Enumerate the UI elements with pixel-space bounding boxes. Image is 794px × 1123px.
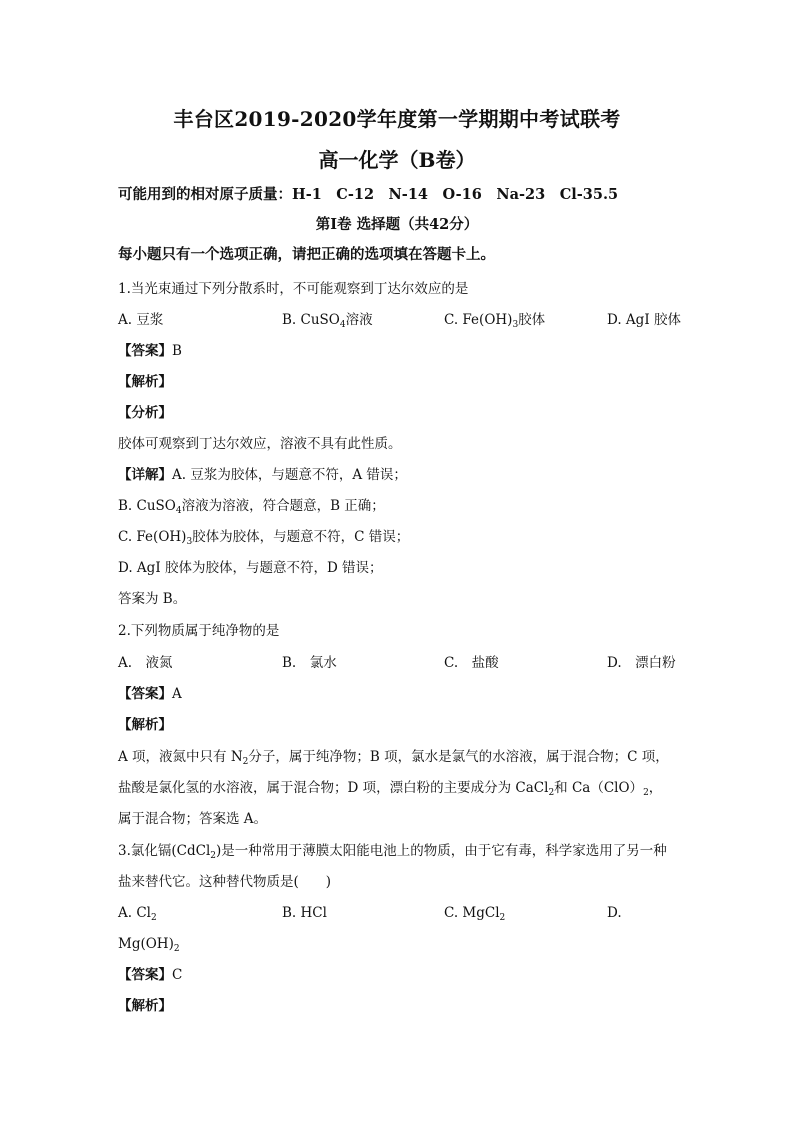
q2-option-d: D. 漂白粉	[607, 655, 676, 671]
question-3-stem-line-1: 3.氯化镉(CdCl$_2$)是一种常用于薄膜太阳能电池上的物质，由于它有毒，科学家选用了另一种	[118, 843, 667, 861]
q1-detail-d: D. AgI 胶体为胶体，与题意不符，D 错误；	[118, 560, 383, 576]
q1-detail-c: C. $Fe(OH)_3$胶体为胶体，与题意不符，C 错误；	[118, 529, 410, 547]
page-title: 丰台区2019-2020学年度第一学期期中考试联考	[173, 107, 621, 131]
question-1-stem: 1.当光束通过下列分散系时，不可能观察到丁达尔效应的是	[118, 281, 469, 297]
q1-conclusion: 答案为 B。	[118, 591, 187, 607]
q3-option-a: A. $Cl_2$	[118, 905, 157, 923]
q1-analysis: 胶体可观察到丁达尔效应，溶液不具有此性质。	[118, 436, 402, 452]
q2-explanation-line-2: 盐酸是氯化氢的水溶液，属于混合物；D 项，漂白粉的主要成分为 CaCl$_2$和 $Ca(ClO)_2$，	[118, 780, 663, 798]
q3-option-c: C. MgCl$_2$	[444, 905, 506, 923]
q3-option-d-value: $Mg(OH)_2$	[118, 936, 180, 954]
q2-jiexi-label: 【解析】	[118, 717, 172, 733]
section-heading: 第Ⅰ卷 选择题（共42分）	[315, 216, 479, 233]
q3-option-b: B. HCl	[282, 905, 327, 921]
q1-answer: 【答案】B	[118, 343, 182, 359]
q1-option-a: A. 豆浆	[118, 312, 164, 328]
q1-option-d: D. AgI 胶体	[607, 312, 681, 328]
question-3-stem-line-2: 盐来替代它。这种替代物质是( )	[118, 874, 332, 890]
atomic-masses: 可能用到的相对原子质量：H-1 C-12 N-14 O-16 Na-23 Cl-35.5	[118, 186, 619, 203]
q2-explanation-line-1: A 项，液氮中只有 $N_2$分子，属于纯净物；B 项，氯水是氯气的水溶液，属于混合物；C 项，	[118, 749, 669, 767]
q1-option-c: C. $Fe(OH)_3$胶体	[444, 312, 546, 330]
q3-answer: 【答案】C	[118, 967, 183, 983]
q2-answer: 【答案】A	[118, 686, 182, 702]
q1-option-b: B. CuSO$_4$溶液	[282, 312, 373, 330]
page-subtitle: 高一化学（B卷）	[318, 148, 476, 172]
question-2-stem: 2.下列物质属于纯净物的是	[118, 623, 280, 639]
q1-detail-a: 【详解】A. 豆浆为胶体，与题意不符，A 错误；	[118, 467, 407, 483]
q1-fenxi-label: 【分析】	[118, 405, 172, 421]
q2-option-b: B. 氯水	[282, 655, 337, 671]
q1-detail-b: B. CuSO$_4$溶液为溶液，符合题意，B 正确；	[118, 498, 385, 516]
q3-jiexi-label: 【解析】	[118, 998, 172, 1014]
q2-option-c: C. 盐酸	[444, 655, 499, 671]
q2-option-a: A. 液氮	[118, 655, 173, 671]
q1-jiexi-label: 【解析】	[118, 374, 172, 390]
q2-explanation-line-3: 属于混合物；答案选 A。	[118, 811, 268, 827]
q3-option-d: D.	[607, 905, 622, 921]
instruction-text: 每小题只有一个选项正确，请把正确的选项填在答题卡上。	[118, 246, 495, 263]
